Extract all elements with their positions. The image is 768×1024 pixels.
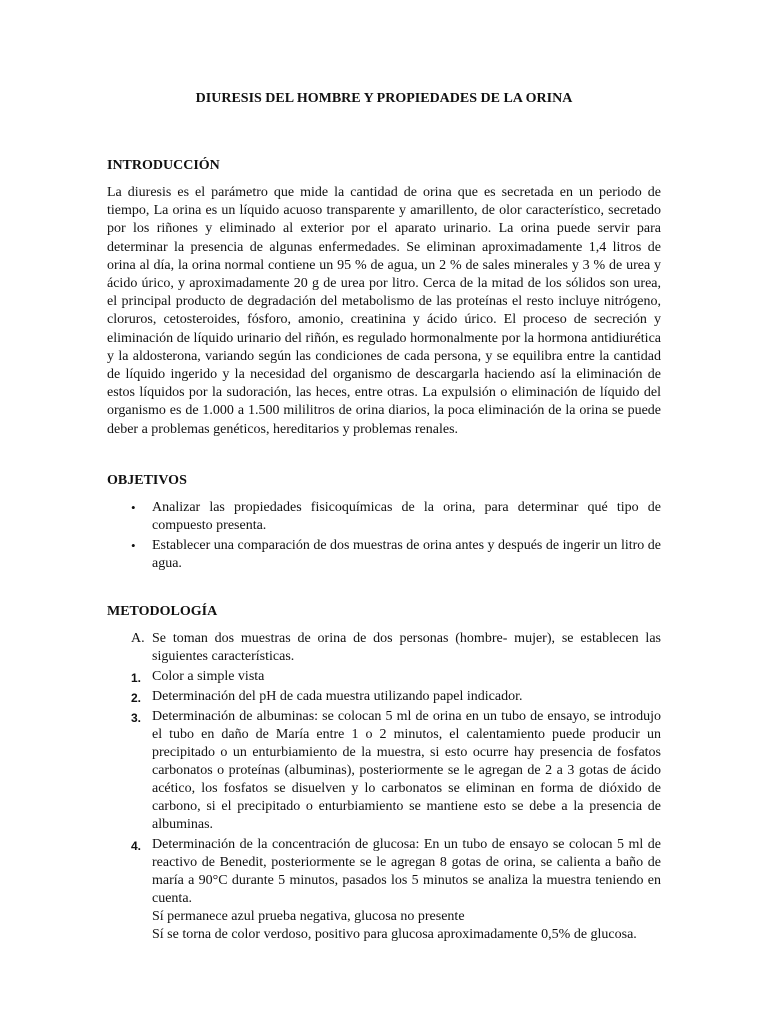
methodology-step [107, 708, 661, 834]
step-text: Determinación de albuminas: se colocan 5 ml de orina en un tubo de ensayo, se introdujo el tubo en daño de María entre 1 o 2 minutos, el calentamiento puede producir un precipitado o un enturbiamiento de la muestra, si esto ocurre hay presencia de fosfatos carbonatos o proteínas (albuminas), posteriormente se le agregan de 2 a 3 gotas de ácido acético, los fosfatos se disuelven y lo carbonatos se eliminan en forma de dióxido de carbono, si el precipitado o enturbiamiento se mantiene esto se debe a la presencia de albuminas. [152, 708, 661, 832]
step-note-negative: Sí permanece azul prueba negativa, glucosa no presente [152, 908, 465, 924]
step-text: Color a simple vista [152, 668, 265, 684]
methodology-list [107, 630, 661, 944]
methodology-step [107, 630, 661, 666]
bullet-icon: • [131, 537, 136, 553]
objectives-list [107, 499, 661, 573]
step-marker: 2. [131, 690, 142, 705]
step-text: Determinación del pH de cada muestra utilizando papel indicador. [152, 688, 523, 704]
objective-text: Establecer una comparación de dos muestras de orina antes y después de ingerir un litro de agua. [152, 537, 661, 571]
methodology-step [107, 688, 661, 706]
document-title: DIURESIS DEL HOMBRE Y PROPIEDADES DE LA ORINA [195, 91, 573, 106]
methodology-step [107, 836, 661, 944]
objective-item [107, 537, 661, 573]
step-marker: A. [131, 630, 145, 646]
methodology-heading: METODOLOGÍA [107, 603, 218, 619]
step-marker: 1. [131, 670, 142, 685]
methodology-step [107, 668, 661, 686]
step-marker: 4. [131, 838, 142, 853]
step-marker: 3. [131, 710, 142, 725]
objectives-heading: OBJETIVOS [107, 472, 187, 488]
introduction-heading: INTRODUCCIÓN [107, 158, 220, 173]
objective-text: Analizar las propiedades fisicoquímicas de la orina, para determinar qué tipo de compuesto presenta. [152, 499, 661, 533]
bullet-icon: • [131, 499, 136, 515]
step-text: Se toman dos muestras de orina de dos personas (hombre- mujer), se establecen las siguientes características. [152, 630, 661, 664]
objective-item [107, 499, 661, 535]
step-text: Determinación de la concentración de glucosa: En un tubo de ensayo se colocan 5 ml de reactivo de Benedit, posteriormente se le agregan 8 gotas de orina, se calienta a baño de maría a 90°C durante 5 minutos, pasados los 5 minutos se analiza la muestra teniendo en cuenta. [152, 836, 661, 906]
introduction-paragraph: La diuresis es el parámetro que mide la cantidad de orina que es secretada en un periodo de tiempo, La orina es un líquido acuoso transparente y amarillento, de olor característico, secretado por los riñones y eliminado al exterior por el aparato urinario. La orina puede servir para determinar la presencia de algunas enfermedades. Se eliminan aproximadamente 1,4 litros de orina al día, la orina normal contiene un 95 % de agua, un 2 % de sales minerales y 3 % de urea y ácido úrico, y aproximadamente 20 g de urea por litro. Cerca de la mitad de los sólidos son urea, el principal producto de degradación del metabolismo de las proteínas el resto incluye nitrógeno, cloruros, cetosteroides, fósforo, amonio, creatinina y ácido úrico. El proceso de secreción y eliminación de líquido urinario del riñón, es regulado hormonalmente por la hormona antidiurética y la aldosterona, variando según las condiciones de cada persona, y se equilibra entre la cantidad de líquido ingerido y la necesidad del organismo de descargarla haciendo así la eliminación de estos líquidos por la sudoración, las heces, entre otras. La expulsión o eliminación de líquido del organismo es de 1.000 a 1.500 mililitros de orina diarios, la poca eliminación de la orina se puede deber a problemas genéticos, hereditarios y problemas renales. [107, 185, 661, 437]
step-note-positive: Sí se torna de color verdoso, positivo para glucosa aproximadamente 0,5% de glucosa. [152, 926, 637, 942]
